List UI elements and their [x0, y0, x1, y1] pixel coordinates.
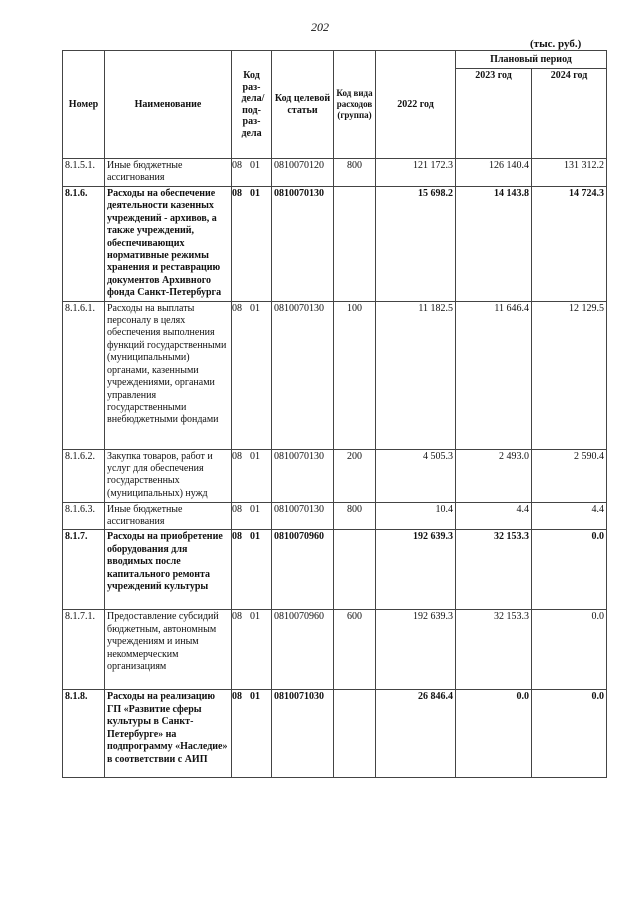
row-value-2022: 192 639.3: [376, 530, 456, 610]
row-value-2022: 10.4: [376, 502, 456, 530]
row-target: 0810070130: [272, 187, 334, 302]
row-value-2024: 14 724.3: [532, 187, 607, 302]
row-value-2022: 15 698.2: [376, 187, 456, 302]
row-value-2023: 32 153.3: [456, 530, 532, 610]
row-name: Расходы на реализацию ГП «Развитие сферы культуры в Санкт-Петербурге» на подпрограмму «Наследие» в соответствии с АИП: [105, 690, 232, 778]
row-value-2024: 0.0: [532, 610, 607, 690]
row-target: 0810071030: [272, 690, 334, 778]
table-row: [63, 449, 607, 502]
row-value-2023: 11 646.4: [456, 301, 532, 449]
row-subsection-code: 01: [250, 691, 260, 703]
row-section-code: 08: [232, 160, 242, 171]
row-subsection-code: 01: [250, 450, 260, 462]
row-expense-type: [334, 530, 376, 610]
row-target: 0810070120: [272, 159, 334, 187]
row-expense-type: [334, 690, 376, 778]
row-target: 0810070130: [272, 449, 334, 502]
row-section-code: 08: [232, 450, 242, 462]
budget-table: [62, 50, 607, 778]
row-section: [232, 610, 272, 690]
row-section-code: 08: [232, 188, 242, 199]
row-number: 8.1.7.: [63, 530, 105, 610]
row-value-2022: 121 172.3: [376, 159, 456, 187]
unit-label: (тыс. руб.): [530, 38, 582, 50]
table-row: [63, 301, 607, 449]
row-section: [232, 159, 272, 187]
header-target: Код целевой статьи: [272, 51, 334, 159]
row-target: 0810070130: [272, 502, 334, 530]
row-value-2024: 4.4: [532, 502, 607, 530]
row-value-2024: 0.0: [532, 690, 607, 778]
row-value-2022: 4 505.3: [376, 449, 456, 502]
row-section: [232, 301, 272, 449]
row-expense-type: 800: [334, 502, 376, 530]
row-name: Иные бюджетные ассигнования: [105, 502, 232, 530]
row-section-code: 08: [232, 691, 242, 703]
header-planning: Плановый период: [456, 51, 607, 69]
table-row: [63, 690, 607, 778]
row-section-code: 08: [232, 503, 242, 515]
row-section-code: 08: [232, 302, 242, 314]
row-section: [232, 187, 272, 302]
row-value-2024: 2 590.4: [532, 449, 607, 502]
row-value-2022: 26 846.4: [376, 690, 456, 778]
row-value-2023: 14 143.8: [456, 187, 532, 302]
row-expense-type: 100: [334, 301, 376, 449]
row-value-2023: 2 493.0: [456, 449, 532, 502]
table-row: [63, 530, 607, 610]
header-2024: 2024 год: [532, 69, 607, 159]
header-expense-type: Код вида расходов (группа): [334, 51, 376, 159]
row-name: Расходы на приобретение оборудования для вводимых после капитального ремонта учреждений культуры: [105, 530, 232, 610]
row-target: 0810070960: [272, 530, 334, 610]
row-section: [232, 530, 272, 610]
row-expense-type: [334, 187, 376, 302]
row-value-2024: 131 312.2: [532, 159, 607, 187]
row-subsection-code: 01: [250, 531, 260, 543]
row-section-code: 08: [232, 531, 242, 543]
table-row: [63, 502, 607, 530]
row-section-code: 08: [232, 611, 242, 623]
row-name: Расходы на выплаты персоналу в целях обеспечения выполнения функций государственными (муниципальными) органами, казенными учреждениями, органами управления государственными внебюджетными фондами: [105, 301, 232, 449]
row-section: [232, 449, 272, 502]
header-section: Код раз-дела/ под-раз-дела: [232, 51, 272, 159]
header-name: Наименование: [105, 51, 232, 159]
row-section: [232, 502, 272, 530]
row-number: 8.1.6.1.: [63, 301, 105, 449]
row-name: Иные бюджетные ассигнования: [105, 159, 232, 187]
row-target: 0810070960: [272, 610, 334, 690]
header-2023: 2023 год: [456, 69, 532, 159]
row-expense-type: 200: [334, 449, 376, 502]
row-number: 8.1.5.1.: [63, 159, 105, 187]
table-row: [63, 610, 607, 690]
header-2022: 2022 год: [376, 51, 456, 159]
row-value-2022: 192 639.3: [376, 610, 456, 690]
row-name: Закупка товаров, работ и услуг для обеспечения государственных (муниципальных) нужд: [105, 449, 232, 502]
row-number: 8.1.6.3.: [63, 502, 105, 530]
table-row: [63, 187, 607, 302]
row-expense-type: 600: [334, 610, 376, 690]
row-target: 0810070130: [272, 301, 334, 449]
row-subsection-code: 01: [250, 160, 260, 171]
row-subsection-code: 01: [250, 302, 260, 314]
row-value-2022: 11 182.5: [376, 301, 456, 449]
page-number: 202: [311, 20, 329, 34]
row-name: Расходы на обеспечение деятельности казенных учреждений - архивов, а также учреждений, обеспечивающих нормативные режимы хранения и реставрацию документов Архивного фонда Санкт-Петербурга: [105, 187, 232, 302]
row-value-2024: 0.0: [532, 530, 607, 610]
row-value-2024: 12 129.5: [532, 301, 607, 449]
table-row: [63, 159, 607, 187]
row-subsection-code: 01: [250, 503, 260, 515]
row-name: Предоставление субсидий бюджетным, автономным учреждениям и иным некоммерческим организациям: [105, 610, 232, 690]
header-number: Номер: [63, 51, 105, 159]
row-number: 8.1.8.: [63, 690, 105, 778]
row-section: [232, 690, 272, 778]
row-expense-type: 800: [334, 159, 376, 187]
row-number: 8.1.6.: [63, 187, 105, 302]
row-value-2023: 4.4: [456, 502, 532, 530]
row-value-2023: 32 153.3: [456, 610, 532, 690]
row-number: 8.1.7.1.: [63, 610, 105, 690]
row-subsection-code: 01: [250, 188, 260, 199]
row-subsection-code: 01: [250, 611, 260, 623]
row-number: 8.1.6.2.: [63, 449, 105, 502]
row-value-2023: 126 140.4: [456, 159, 532, 187]
row-value-2023: 0.0: [456, 690, 532, 778]
